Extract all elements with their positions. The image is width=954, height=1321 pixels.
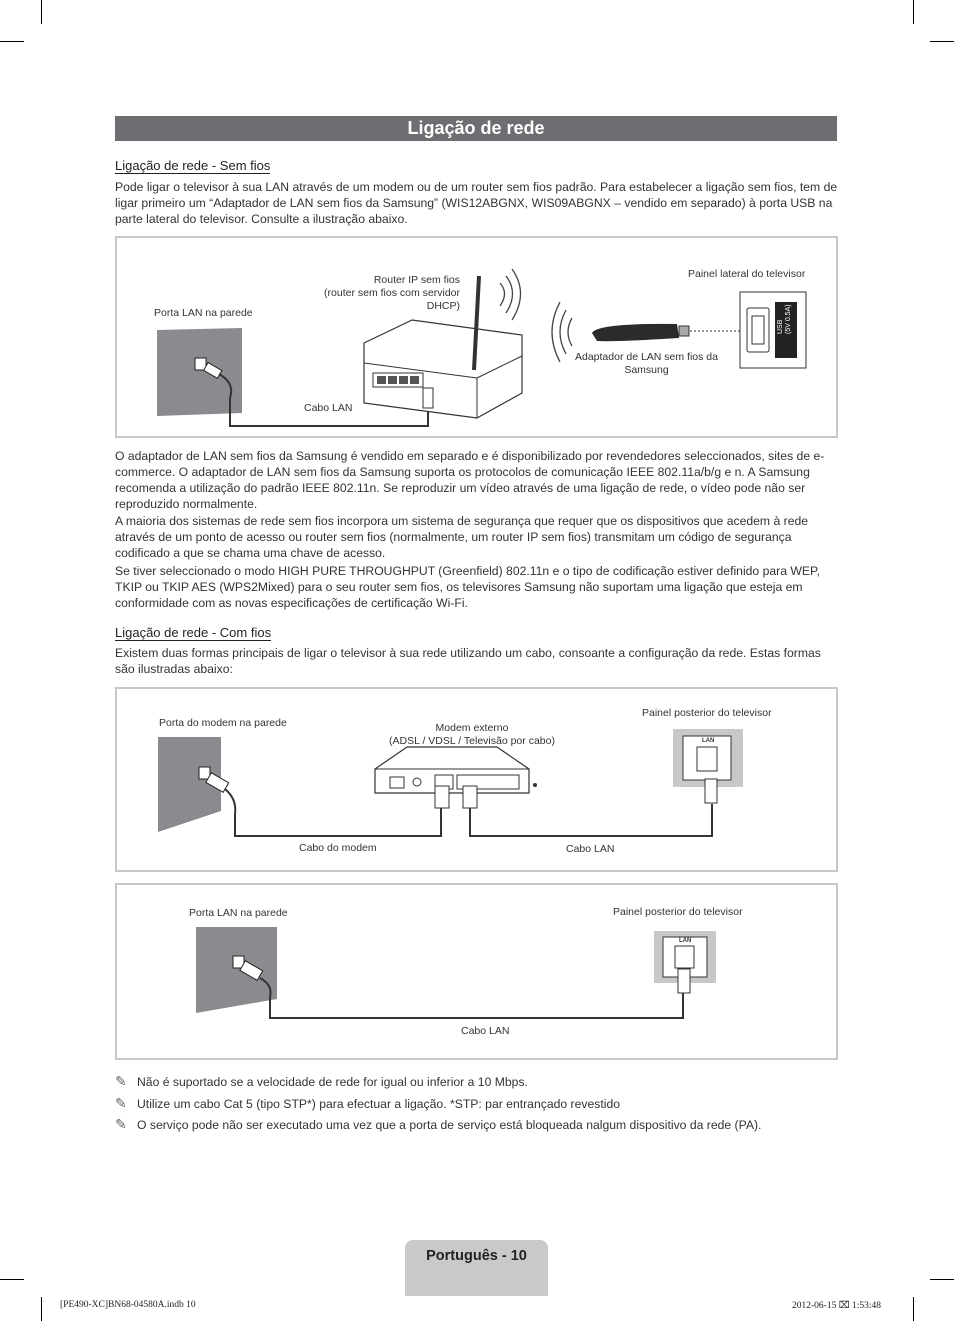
note-item <box>115 1073 528 1090</box>
lan-port-icon <box>697 747 717 771</box>
pencil-note-icon: ✎ <box>115 1116 127 1132</box>
lan-port-icon <box>675 946 694 968</box>
router-label-line3: DHCP) <box>426 300 460 312</box>
direct-wall-port-label: Porta LAN na parede <box>189 907 288 919</box>
pencil-note-icon: ✎ <box>115 1073 127 1089</box>
direct-lan-cable-label: Cabo LAN <box>461 1025 510 1037</box>
lan-cable-label: Cabo LAN <box>304 402 353 414</box>
page-number-tab: Português - 10 <box>405 1240 548 1296</box>
usb-rating-text: (5V 0.5A) <box>785 304 792 334</box>
rj45-plug-icon <box>423 388 433 408</box>
wifi-waves-icon <box>500 283 505 306</box>
modem-label <box>377 722 567 748</box>
crop-mark <box>930 41 954 42</box>
router-label <box>303 274 460 313</box>
wireless-para-2: A maioria dos sistemas de rede sem fios incorpora um sistema de segurança que requer que os dispositivos que acedem à rede através de um ponto de acesso ou router sem fios (normalmente, um router IP sem fios) transmitam um código de segurança codificado a que se chama uma chave de acesso. <box>115 514 809 560</box>
adapter-label <box>564 351 729 377</box>
crop-mark <box>913 0 914 24</box>
wireless-heading: Ligação de rede - Sem fios <box>115 158 271 173</box>
note-text: Não é suportado se a velocidade de rede for igual ou inferior a 10 Mbps. <box>137 1075 528 1089</box>
wall-port-label: Porta LAN na parede <box>154 307 253 319</box>
tv-side-label: Painel lateral do televisor <box>688 268 806 280</box>
wall-shape <box>196 927 277 1013</box>
print-date-info: 2012-06-15 ⌧ 1:53:48 <box>792 1301 882 1311</box>
crop-mark <box>41 1297 42 1321</box>
rj45-plug-icon <box>463 786 477 808</box>
router-icon <box>364 320 522 418</box>
lan-cable-label: Cabo LAN <box>566 843 615 855</box>
print-file-info: [PE490-XC]BN68-04580A.indb 10 <box>60 1300 196 1310</box>
usb-label <box>777 294 793 334</box>
wireless-adapter-icon <box>592 324 679 341</box>
modem-cable-line <box>225 789 441 836</box>
crop-mark <box>41 0 42 24</box>
modem-wall-port-label: Porta do modem na parede <box>159 717 287 729</box>
wired-diagram-modem <box>115 687 838 872</box>
router-label-line2: (router sem fios com servidor <box>324 287 460 299</box>
wireless-diagram <box>115 236 838 438</box>
modem-cable-label: Cabo do modem <box>299 842 377 854</box>
adapter-label-line2: Samsung <box>624 364 669 376</box>
pencil-note-icon: ✎ <box>115 1095 127 1111</box>
crop-mark <box>913 1297 914 1321</box>
lan-port-tag: LAN <box>702 738 715 744</box>
crop-mark <box>930 1279 954 1280</box>
crop-mark <box>0 41 24 42</box>
wireless-intro: Pode ligar o televisor à sua LAN através de um modem ou de um router sem fios padrão. Para estabelecer a ligação sem fios, tem de ligar primeiro um “Adaptador de LAN sem fios da Samsung” (WIS12ABGNX, WIS09ABGNX – vendido em separado) à porta USB na parte lateral do televisor. Consulte a ilustração abaixo. <box>115 180 838 226</box>
note-item <box>115 1095 620 1112</box>
wifi-waves-icon <box>568 318 572 346</box>
note-text: Utilize um cabo Cat 5 (tipo STP*) para efectuar a ligação. *STP: par entrançado revestido <box>137 1097 621 1111</box>
lan-cable-line <box>260 978 683 1018</box>
wired-diagram-direct <box>115 883 838 1060</box>
wired-intro: Existem duas formas principais de ligar o televisor à sua rede utilizando um cabo, consoante a configuração da rede. Estas formas são ilustradas abaixo: <box>115 646 821 676</box>
rj45-plug-icon <box>705 779 717 803</box>
usb-port-icon <box>752 316 764 344</box>
wireless-para-3: Se tiver seleccionado o modo HIGH PURE THROUGHPUT (Greenfield) 802.11n e o tipo de codificação estiver definido para WEP, TKIP ou TKIP AES (WPS2Mixed) para o seu router sem fios, os televisores Samsung não suportam uma ligação que esteja em conformidade com as novas especificações de certificação Wi-Fi. <box>115 564 820 610</box>
crop-mark <box>0 1279 24 1280</box>
tv-rear-label: Painel posterior do televisor <box>642 707 772 719</box>
section-title: Ligação de rede <box>115 116 837 141</box>
rj45-plug-icon <box>435 786 449 808</box>
direct-tv-rear-label: Painel posterior do televisor <box>613 906 743 918</box>
modem-label-line1: Modem externo <box>435 722 509 734</box>
lan-port-tag: LAN <box>679 938 692 944</box>
wireless-para-1: O adaptador de LAN sem fios da Samsung é vendido em separado e é disponibilizado por revendedores seleccionados, sites de e-commerce. O adaptador de LAN sem fios da Samsung suporta os protocolos de comunicação IEEE 802.11a/b/g e n. A Samsung recomenda a utilização do padrão IEEE 802.11n. Se reproduzir um vídeo através de uma ligação de rede, o vídeo pode não ser reproduzido normalmente. <box>115 449 825 511</box>
note-item <box>115 1116 761 1133</box>
usb-label-text: USB <box>777 319 784 334</box>
rj45-plug-icon <box>678 969 690 993</box>
adapter-label-line1: Adaptador de LAN sem fios da <box>574 351 718 363</box>
router-label-line1: Router IP sem fios <box>373 274 460 286</box>
modem-label-line2: (ADSL / VDSL / Televisão por cabo) <box>389 735 555 747</box>
note-text: O serviço pode não ser executado uma vez que a porta de serviço está bloqueada nalgum dispositivo da rede (PA). <box>137 1118 762 1132</box>
wired-heading: Ligação de rede - Com fios <box>115 625 272 640</box>
lan-cable-line <box>470 804 712 836</box>
